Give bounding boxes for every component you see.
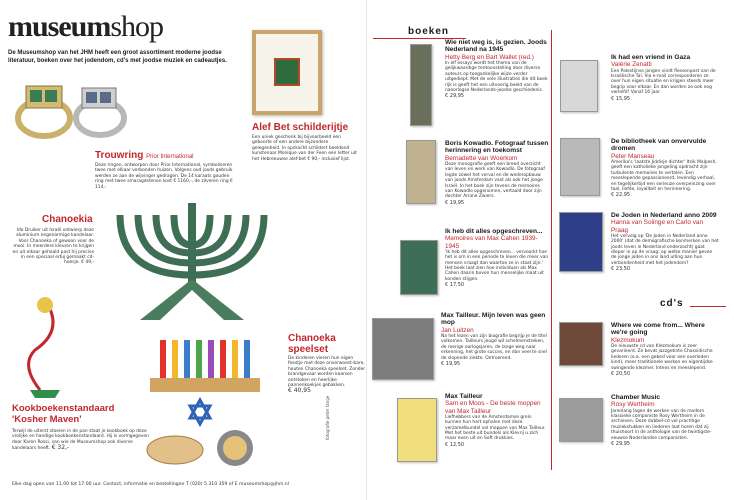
book-text-5: Een Palestijnse jongen vindt flessenpost van de Israëlische Tal. Via e-mail corresponderen ze over hun eigen situatie en krijgen steeds meer begrip voor elkaar. En dan worden ze ook nog verliefd! Vanaf 16 jaar.: [611, 68, 716, 96]
book-title-5: Ik had een vriend in Gaza: [611, 54, 691, 61]
book-author-5: Valérie Zenatti: [611, 61, 652, 69]
chanoekia-price: € 49,-: [81, 260, 94, 266]
rings-image: [12, 72, 132, 142]
speelset-text: [288, 356, 368, 394]
book-title-4: Max Tailleur: [445, 393, 483, 400]
book-price-7: € 23,50: [611, 266, 631, 273]
book-text-0: In elf essays wordt het thema van de gelijkwaardige tentoonstelling door diverse auteurs op toegankelijke wijze verder uitgediept. Met de vele illustraties die dit boek rijk is geeft het een uitvoerig beeld van de naoorlogse Nederlands-joodse geschiedenis.: [445, 61, 548, 94]
book-cover-7: [559, 212, 603, 272]
book-price-1: € 19,95: [445, 199, 465, 206]
chanoekia-desc: Ido Druiker uit Israël ontwierp deze aluminium negenarmige kandelaar. Voor Chanoeka of gewoon voor de mooi. In meerdere kleuren te krijgen en uit elkaar gehaald past hij precies in een speciaal erbij gemaakt cd-hoesje.: [12, 228, 94, 266]
alef-frame: [252, 30, 322, 115]
book-cover-5: [560, 60, 598, 112]
book-price-2: € 17,50: [445, 282, 465, 289]
ring-maker: Prior International: [146, 154, 194, 160]
book-entry-3: [441, 312, 549, 367]
book-text-4: Liefhebbers van de Amsterdamse grein kunnen hun hart ophalen met deze verzamelbundel vol moppen van Max Tailleur. Met het beste uit bundels als Klevrij u zich maar even uit en Soft drukkies.: [445, 414, 546, 442]
chanoekia-text: [12, 228, 94, 266]
chanoekia-title: Chanoekia: [42, 214, 93, 225]
book-text-7: Het vervolg op 'De Joden in Nederland anno 2000' (dat de demografische kenmerken van het joods leven in Nederland onderzocht) gaat dieper in op de vraag: op welke manier geven de jonge joden in ons land uiting aan hun verbondenheid met het jodendom?: [611, 233, 719, 266]
cd-text-0: De nieuwste cd van Klezmokum is zeer gevarieerd. Ze bevat jazzgetinte Chassidische liederen (o.a. een gebed voor een overleden kind), meer traditionele werken en eigentijdse swingende klezmer. Intens en meeslepend.: [611, 344, 713, 371]
book-cover-1: [406, 140, 436, 204]
book-text-3: Na het lezen van zijn biografie begrijp je de titel volkomen. Tailleurs jeugd wil schelmenstreken, de roerige oorlogsjaren, de lange weg naar erkenning, het grote succes, en dan veel te snel de slopende ziekte. Ontroerend.: [441, 334, 547, 361]
book-text-1: Deze monografie geeft een breed overzicht van leven en werk van Kowadlo. De fotograaf legde zowel het verval en de wederopbouw van joods Amsterdam vast als ook het jonge Israël. In het boek zijn tevens de memoires van Kowadlo opgenomen, vertaald door zijn dochter Ariane Zwiers.: [445, 162, 545, 200]
book-author-6: Peter Manseau: [611, 152, 655, 160]
book-cover-3: [372, 318, 434, 380]
kookboek-title: Kookboekenstandaard 'Kosher Maven': [12, 403, 115, 425]
cookbook-stand-image: [15, 290, 75, 400]
cd-author-0: Klezmokum: [611, 336, 645, 344]
book-price-4: € 12,50: [445, 441, 465, 448]
book-cover-0: [410, 44, 432, 126]
speelset-desc: De kinderen vieren hun eigen feestje met deze onverwoest-bare, houten Chanoeka speelset. Zonder brandgevaar worden kaarsen ontstoken en heerlijke pannenkoekjes gebakken.: [288, 356, 366, 389]
cd-entry-0: [611, 322, 719, 377]
cd-title-0: Where we come from... Where we're going: [611, 322, 705, 337]
book-author-7: Hanna van Solinge en Carlo van Praag: [611, 219, 704, 234]
kookboek-text: [12, 429, 152, 452]
book-author-1: Bernadette van Woerkom: [445, 154, 518, 162]
speelset-image: [140, 330, 280, 480]
ring-title-text: Trouwring: [95, 150, 144, 161]
book-entry-0: [445, 39, 549, 99]
book-entry-4: [445, 393, 549, 448]
masthead: [8, 12, 163, 42]
book-entry-7: [611, 212, 719, 272]
book-text-6: Amerika's 'laatste Jiddisje dichter' Itsik Malpesh, geeft een katholieke jongeling opdracht zijn turbulente memoires te vertalen. Een meeslepende gepassioneerd, levendig verhaal, en tegelijkertijd een serieuze overpeinzing over taal, liefde, loyaliteit en herinnering.: [611, 160, 717, 193]
speelset-price: € 40,95: [288, 387, 311, 395]
cd-entry-1: [611, 394, 719, 447]
cd-price-0: € 20,50: [611, 371, 631, 378]
section-cds: cd's: [660, 298, 684, 309]
book-author-2: Memoires van Max Cahen 1939-1945: [445, 235, 538, 250]
book-title-7: De Joden in Nederland anno 2009: [611, 212, 717, 219]
book-title-6: De bibliotheek van onvervulde dromen: [611, 138, 707, 153]
alef-text: Een uniek geschenk bij bijvoorbeeld een geboorte of een andere bijzondere gelegenheid. In opdracht schildert beeldend kunstenaar Monique van der Feen een letter uit het Hebreeuwse alef-bet € 90,- inclusief lijst.: [252, 135, 357, 162]
alef-painting: [274, 58, 300, 86]
cd-cover-1: [559, 398, 603, 442]
photo-credit: fotografie peter tange: [325, 395, 330, 440]
book-title-1: Boris Kowadlo. Fotograaf tussen herinnering en toekomst: [445, 140, 549, 155]
book-cover-4: [397, 398, 437, 462]
book-author-0: Hetty Berg en Bart Wallet (red.): [445, 53, 534, 61]
book-cover-2: [400, 240, 438, 295]
section-books: boeken: [408, 26, 450, 37]
book-author-4: Sam en Moos - De beste moppen van Max Tailleur: [445, 400, 541, 415]
masthead-light: shop: [110, 10, 164, 43]
menorah-image: [100, 195, 285, 325]
cd-text-1: Jarenlang lagen de werken van de modern klassieke componiste Rosy Wertheim in de archieven. Deze dubbel-cd vol prachtige muziekstukken en liederen laat horen dat zij thuishoort in de anthologie van de twintigste-eeuwse Nederlandse componisten.: [611, 408, 712, 441]
cd-price-1: € 29,95: [611, 441, 631, 448]
kookboek-desc: Terwijl de uiterst stoeien in de pan staat je kookboek op deze vrolijke en handige kookboekenstandaard. Hij is vormgegeven door Karen Rossi, van wie de Museumshop ook diverse kandelaars heeft.: [12, 429, 149, 452]
cd-title-1: Chamber Music: [611, 394, 661, 401]
speelset-title: Chanoeka speelset: [288, 333, 336, 355]
book-entry-2: [445, 228, 549, 288]
book-author-3: Jan Luitzen: [441, 326, 474, 334]
cd-author-1: Rosy Wertheim: [611, 401, 655, 409]
ring-text: Deze ringen, ontworpen door Prior International, symboliseren twee met elkaar verbonden huizen. Volgens oud joods gebruik werden ze aan de wijvinger gedragen. De 14 karaats gouden ring met twee smaragdstenen kost € 1160,-, de zilveren ring € 114,-: [95, 163, 233, 190]
book-price-6: € 22,95: [611, 192, 631, 199]
book-price-5: € 15,95: [611, 95, 631, 102]
ring-title: [95, 150, 193, 161]
alef-title: Alef Bet schilderijtje: [252, 122, 349, 133]
kookboek-price: € 32,-: [51, 444, 70, 452]
cds-rule: [690, 306, 726, 307]
book-entry-6: [611, 138, 719, 198]
book-entry-5: [611, 54, 719, 102]
book-price-3: € 19,95: [441, 361, 461, 368]
book-entry-1: [445, 140, 549, 206]
book-title-0: Wie niet weg is, is gezien. Joods Nederland na 1945: [445, 39, 547, 54]
book-title-3: Max Tailleur. Mijn leven was geen mop: [441, 312, 546, 327]
masthead-bold: museum: [8, 10, 111, 43]
cd-cover-0: [559, 322, 603, 366]
column-divider: [551, 30, 552, 470]
page-gutter: [366, 0, 367, 500]
book-text-2: 'Ik heb dit alles opgeschreven... vervoorkt hoe het is om in een periode te leven die meer van mensen vraagt dan waartoe ze in staat zijn.' Het boek laat zien hoe individuen als Max Cahen daarin boven hun menselijke maat uit konden stijgen.: [445, 249, 549, 282]
footer-text: Elke dag open van 11.00 tot 17.00 uur. Contact, informatie en bestellingen T (020) 5 310 359 of E museumshop@jhm.nl: [12, 482, 289, 487]
book-title-2: Ik heb dit alles opgeschreven...: [445, 228, 543, 235]
book-cover-6: [560, 138, 600, 196]
intro-text: De Museumshop van het JHM heeft een groot assortiment moderne joodse literatuur, boeken over het jodendom, cd's met joodse muziek en cadeautjes.: [8, 50, 227, 64]
book-price-0: € 29,95: [445, 93, 465, 100]
